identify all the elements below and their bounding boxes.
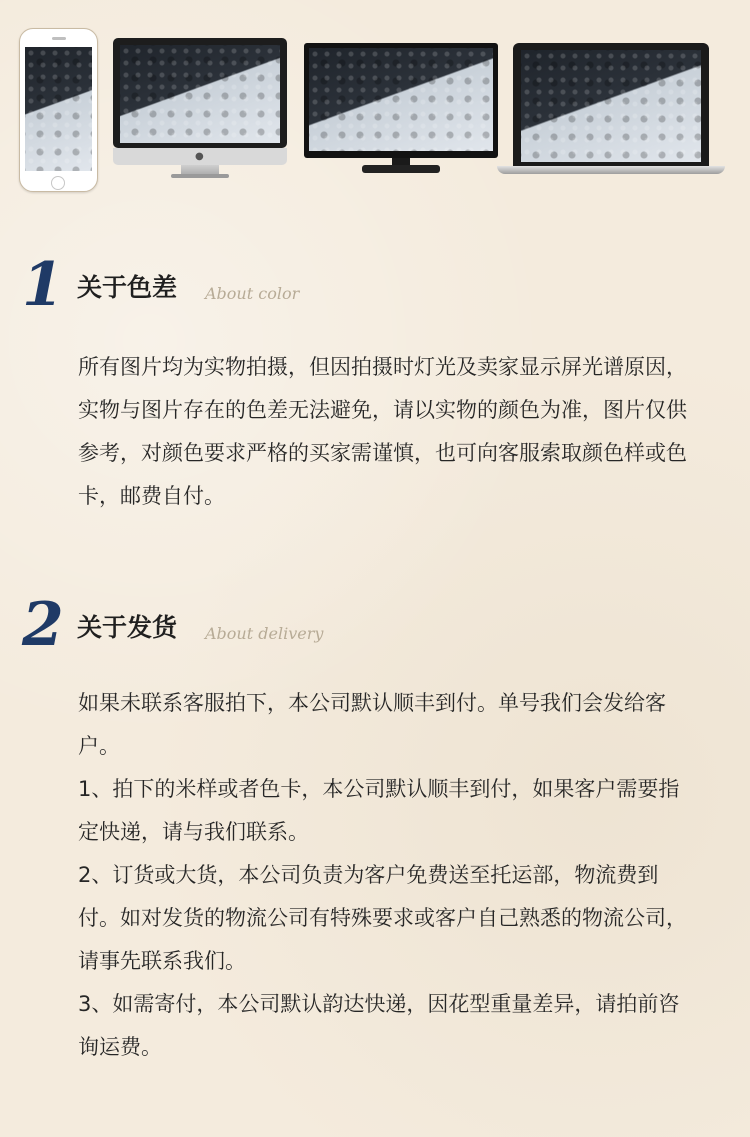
section-subtitle: About delivery	[205, 624, 324, 643]
section-subtitle: About color	[205, 284, 300, 303]
section-title: 关于发货	[77, 613, 178, 642]
imac-foot	[171, 174, 229, 178]
phone-home-button	[51, 176, 65, 190]
phone-mockup	[19, 28, 98, 192]
device-display-banner	[0, 0, 750, 200]
laptop-mockup	[497, 43, 725, 175]
laptop-base	[497, 166, 725, 174]
phone-speaker	[52, 37, 66, 40]
tv-mockup	[304, 43, 498, 175]
apple-logo-icon: ●	[195, 151, 204, 162]
paragraph: 所有图片均为实物拍摄，但因拍摄时灯光及卖家显示屏光谱原因，实物与图片存在的色差无法避免，请以实物的颜色为准，图片仅供参考，对颜色要求严格的买家需谨慎，也可向客服索取颜色样或色卡，邮费自付。	[78, 355, 687, 508]
section-number: 2	[22, 590, 64, 660]
tv-base	[362, 165, 440, 173]
paragraph: 2、订货或大货，本公司负责为客户免费送至托运部，物流费到付。如对发货的物流公司有特殊要求或客户自己熟悉的物流公司，请事先联系我们。	[78, 863, 687, 973]
phone-screen-lace-image	[25, 47, 92, 171]
paragraph: 1、拍下的米样或者色卡，本公司默认顺丰到付，如果客户需要指定快递，请与我们联系。	[78, 777, 680, 844]
imac-screen-lace-image	[120, 45, 280, 143]
tv-screen-lace-image	[309, 48, 493, 151]
section-body	[78, 346, 690, 518]
section-number: 1	[22, 250, 64, 320]
imac-mockup	[113, 38, 287, 180]
laptop-screen-lace-image	[521, 50, 701, 162]
section-body	[78, 682, 690, 1069]
paragraph: 3、如需寄付，本公司默认韵达快递，因花型重量差异，请拍前咨询运费。	[78, 992, 680, 1059]
paragraph: 如果未联系客服拍下，本公司默认顺丰到付。单号我们会发给客户。	[78, 691, 666, 758]
section-title: 关于色差	[77, 273, 178, 302]
